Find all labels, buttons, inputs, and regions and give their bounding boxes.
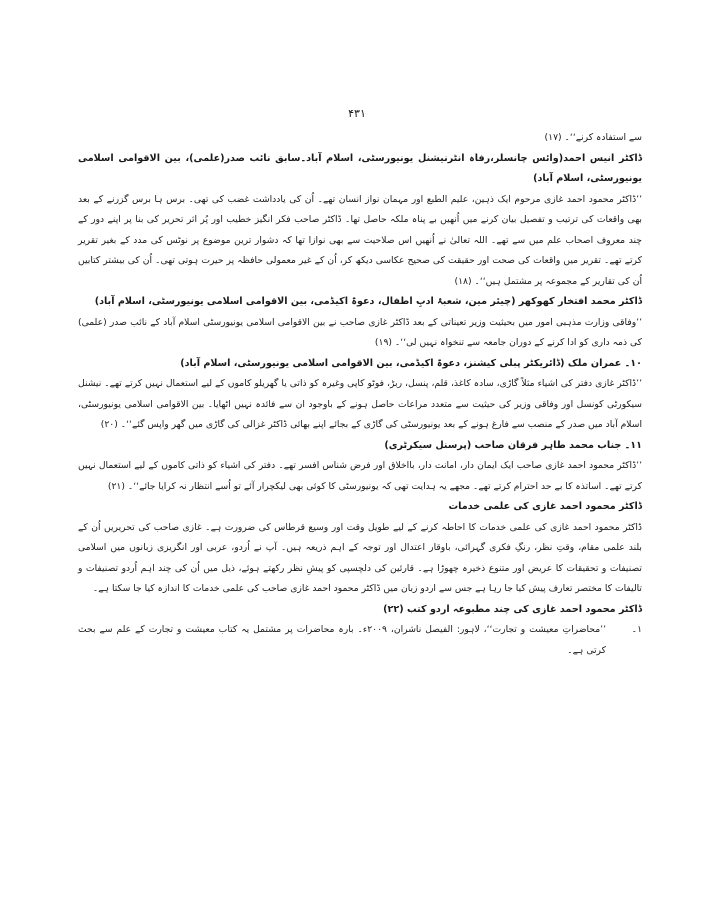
heading-ilmi-khidmat: ڈاکٹر محمود احمد غازی کی علمی خدمات [448,501,642,512]
heading-iftikhar-khokhar: ڈاکٹر محمد افتخار کھوکھر (چیئر مین، شعبۂ ادبِ اطفال، دعوۃ اکیڈمی، بین الاقوامی اسلامی یونیورسٹی، اسلام آباد) [94,296,642,307]
heading-imran-malik: ۱۰۔ عمران ملک (ڈائریکٹر پبلی کیشنز، دعوۃ اکیڈمی، بین الاقوامی اسلامی یونیورسٹی، اسلام آباد) [180,357,642,369]
heading-urdu-kutub: ڈاکٹر محمود احمد غازی کی چند مطبوعہ اردو کتب (۲۲) [383,603,642,615]
heading-tahir-farqan: ۱۱۔ جناب محمد طاہر فرقان صاحب (پرسنل سیکرٹری) [384,439,642,451]
paragraph-imran-malik: ’’ڈاکٹر غازی دفتر کی اشیاء مثلاً گاڑی، سادہ کاغذ، قلم، پنسل، ربڑ، فوٹو کاپی وغیرہ کو ذاتی یا گھریلو کاموں کے لیے استعمال نہیں کرتے تھے۔ نیشنل سیکورٹی کونسل اور وفاقی وزیر کی حیثیت سے متعدد مراعات حاصل ہونے کے باوجود ان سے فائدہ نہیں اٹھایا۔ بین الاقوامی اسلامی یونیورسٹی، اسلام آباد میں صدر کے منصب سے فارغ ہونے کے بعد یونیورسٹی کی گاڑی کے بجائے اپنے بھائی ڈاکٹر غزالی کی گاڑی میں گھر واپس گئے‘‘۔ (۲۰) [78,378,642,430]
document-body [78,128,642,661]
list-item-number: ۱۔ [631,624,642,635]
paragraph-anis-ahmad: ’’ڈاکٹر محمود احمد غازی مرحوم ایک ذہین، علیم الطبع اور مہمان نواز انسان تھے۔ اُن کی یادداشت غضب کی تھی۔ برس ہا برس گزرنے کے بعد بھی واقعات کی ترتیب و تفصیل بیان کرنے میں اُنھیں بے پناہ ملکہ حاصل تھا۔ ڈاکٹر صاحب فکر انگیز خطیب اور پُر اثر تحریر کی بنا پر اپنے دور کے چند معروف اصحاب علم میں سے تھے۔ اللہ تعالیٰ نے اُنھیں اس صلاحیت سے بھی نوازا تھا کہ دشوار ترین موضوع پر نوٹس کی مدد کے بغیر تقریر کرتے تھے۔ تقریر میں واقعات کی صحت اور حقیقت کی صحیح عکاسی دیکھ کر، اُن کے غیر معمولی حافظہ پر حیرت ہوتی تھی۔ اُن کی بیشتر کتابیں اُن کی تقاریر کے مجموعہ پر مشتمل ہیں‘‘۔ (۱۸) [78,193,642,287]
heading-anis-ahmad: ڈاکٹر انیس احمد(وائس چانسلر،رفاہ انٹرنیشنل یونیورسٹی، اسلام آباد۔سابق نائب صدر(علمی)، بین الاقوامی اسلامی یونیورسٹی، اسلام آباد) [78,152,642,184]
page-number: ۴۳۱ [348,107,366,120]
paragraph-tahir-farqan: ’’ڈاکٹر محمود احمد غازی صاحب ایک ایمان دار، امانت دار، بااخلاق اور فرض شناس افسر تھے۔ دفتر کی اشیاء کو ذاتی کاموں کے لیے استعمال نہیں کرتے تھے۔ اساتذہ کا بے حد احترام کرتے تھے۔ مجھے یہ ہدایت تھی کہ یونیورسٹی کا کوئی بھی لیکچرار آئے تو اُسے انتظار نہ کرایا جائے‘‘۔ (۲۱) [78,460,642,492]
paragraph-quote-end: سے استفادہ کرنے‘‘۔ (۱۷) [544,132,642,143]
list-item-text: ’’محاضراتِ معیشت و تجارت‘‘، لاہور: الفیصل ناشران، ۲۰۰۹ء۔ بارہ محاضرات پر مشتمل یہ کتاب معیشت و تجارت کے علم سے بحث کرتی ہے۔ [78,624,606,656]
book-item-1 [78,620,642,661]
paragraph-ilmi-khidmat: ڈاکٹر محمود احمد غازی کی علمی خدمات کا احاطہ کرنے کے لیے طویل وقت اور وسیع قرطاس کی ضرورت ہے۔ غازی صاحب کی تحریریں اُن کے بلند علمی مقام، وقتِ نظر، رنگِ فکری گہرائی، باوقار اعتدال اور توجہ کے اہم ذریعہ ہیں۔ آپ نے اُردو، عربی اور انگریزی زبانوں میں اسلامی تصنیفات و تحقیقات کا عریض اور متنوع ذخیرہ چھوڑا ہے۔ قارئین کی دلچسپی کو پیشِ نظر رکھتے ہوئے، ذیل میں اُن کی چند اہم اُردو تصنیفات و تالیفات کا مختصر تعارف پیش کیا جا رہا ہے جس سے اردو زبان میں ڈاکٹر محمود احمد غازی صاحب کی علمی خدمات کا اندازہ کیا جا سکتا ہے۔ [78,521,642,594]
paragraph-iftikhar-khokhar: ’’وفاقی وزارت مذہبی امور میں بحیثیت وزیر تعیناتی کے بعد ڈاکٹر غازی صاحب نے بین الاقوامی اسلامی یونیورسٹی اسلام آباد کے نائب صدر (علمی) کی ذمہ داری کو ادا کرنے کے دوران جامعہ سے تنخواہ نہیں لی‘‘۔ (۱۹) [78,316,642,348]
